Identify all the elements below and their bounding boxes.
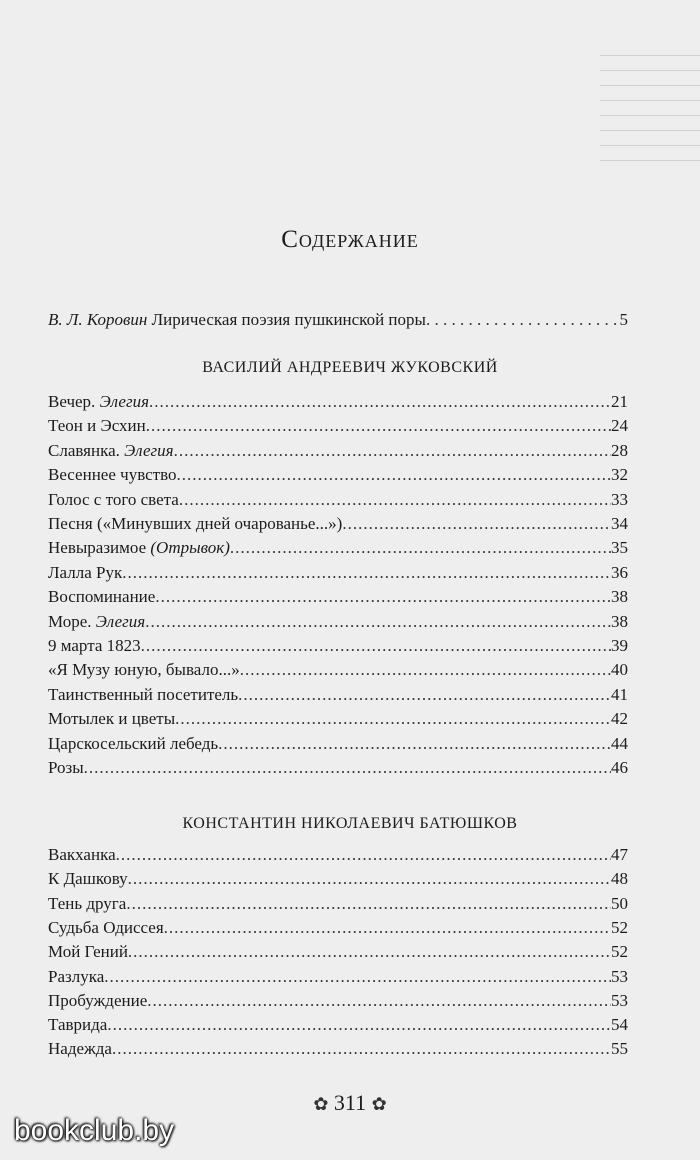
- leader-dots: [146, 416, 611, 436]
- entry-title-text: Весеннее чувство: [48, 465, 177, 485]
- entry-title-text: Голос с того света: [48, 489, 179, 509]
- toc-entry: [48, 991, 628, 1011]
- entry-title-text: «Я Музу юную, бывало...»: [48, 660, 240, 680]
- entry-title: [48, 392, 149, 412]
- entry-page: 28: [611, 440, 628, 460]
- ornament-right-icon: ✿: [371, 1094, 387, 1114]
- entry-page: 48: [611, 869, 628, 889]
- entry-page: 46: [611, 758, 628, 777]
- toc-entry: [48, 416, 628, 436]
- entry-title-text: Мой Гений: [48, 942, 128, 962]
- intro-page: 5: [619, 310, 628, 329]
- toc-entry: [48, 734, 628, 754]
- toc-entry: [48, 514, 628, 534]
- entry-subtitle: Элегия: [95, 611, 146, 631]
- entry-title-text: Царскосельский лебедь: [48, 733, 219, 753]
- entry-title-text: Лалла Рук: [48, 562, 123, 582]
- entry-page: 53: [611, 966, 628, 986]
- leader-dots: [155, 587, 611, 607]
- leader-dots: [238, 685, 611, 705]
- entry-page: 33: [611, 489, 628, 509]
- entry-title-text: Мотылек и цветы: [48, 709, 176, 729]
- page-number: 311: [333, 1090, 367, 1115]
- toc-entry: [48, 918, 628, 938]
- leader-dots: [230, 538, 611, 558]
- entry-title: [48, 758, 84, 778]
- entry-page: 40: [611, 660, 628, 680]
- entry-title-text: Море.: [48, 611, 96, 631]
- entry-page: 52: [611, 917, 628, 937]
- entry-page: 55: [611, 1039, 628, 1059]
- entry-title-text: Таинственный посетитель: [48, 684, 239, 704]
- entry-page: 35: [611, 538, 628, 558]
- entry-title-text: Вакханка: [48, 845, 116, 864]
- leader-dots: [240, 660, 611, 680]
- entry-title-text: Тень друга: [48, 893, 127, 913]
- toc-entry: [48, 660, 628, 680]
- entry-page: 52: [611, 942, 628, 962]
- entry-title-text: Воспоминание: [48, 587, 156, 607]
- entry-title: [48, 660, 240, 680]
- entry-page: 53: [611, 990, 628, 1010]
- toc-entry: [48, 563, 628, 583]
- entry-title: [48, 441, 174, 461]
- entry-title-text: Невыразимое: [48, 538, 151, 558]
- leader-dots: [174, 441, 611, 461]
- entry-title: [48, 636, 141, 656]
- entry-title: [48, 734, 218, 754]
- entry-title-text: Таврида: [48, 1015, 108, 1035]
- entry-page: 41: [611, 684, 628, 704]
- entry-page: 44: [611, 733, 628, 753]
- section-heading-batyushkov: КОНСТАНТИН НИКОЛАЕВИЧ БАТЮШКОВ: [182, 815, 518, 832]
- entry-page: 38: [611, 611, 628, 631]
- intro-text: Лирическая поэзия пушкинской поры: [147, 310, 426, 329]
- entry-title: [48, 845, 116, 865]
- intro-entry: [48, 310, 628, 330]
- leader-dots: [179, 490, 611, 510]
- entry-title-text: Разлука: [48, 966, 105, 986]
- entry-title: [48, 612, 145, 632]
- entry-title: [48, 465, 177, 485]
- leader-dots: [177, 465, 611, 485]
- toc-entry: [48, 587, 628, 607]
- toc-entry: [48, 392, 628, 412]
- leader-dots: [84, 758, 611, 778]
- entry-subtitle: Элегия: [124, 440, 174, 460]
- leader-dots: [128, 942, 611, 962]
- entry-title-text: К Дашкову: [48, 869, 128, 889]
- toc-entry: [48, 441, 628, 461]
- entry-title-text: Судьба Одиссея: [48, 917, 164, 937]
- watermark-logo: bookclub.by: [14, 1114, 175, 1147]
- entry-title: [48, 416, 146, 436]
- entry-title-text: 9 марта 1823: [48, 636, 141, 655]
- entry-title: [48, 685, 238, 705]
- leader-dots: [116, 845, 611, 865]
- toc-entry: [48, 465, 628, 485]
- leader-dots: [149, 392, 611, 412]
- entry-page: 21: [611, 392, 628, 411]
- leader-dots: [164, 918, 611, 938]
- entry-title: [48, 942, 128, 962]
- entry-page: 36: [611, 562, 628, 582]
- entry-page: 54: [611, 1015, 628, 1035]
- entry-title-text: Славянка.: [48, 440, 125, 460]
- leader-dots: [426, 310, 620, 330]
- entry-title: [48, 587, 155, 607]
- entry-page: 34: [611, 514, 628, 533]
- entry-page: 32: [611, 465, 628, 485]
- toc-entry: [48, 1015, 628, 1035]
- leader-dots: [126, 894, 611, 914]
- entry-page: 39: [611, 636, 628, 655]
- toc-entry: [48, 845, 628, 865]
- entry-title-text: Надежда: [48, 1039, 112, 1059]
- intro-title: [48, 310, 426, 330]
- toc-entry: [48, 612, 628, 632]
- entry-title-text: Песня («Минувших дней очарованье...»): [48, 514, 343, 533]
- toc-entry: [48, 709, 628, 729]
- entry-subtitle: Элегия: [99, 392, 149, 411]
- leader-dots: [342, 514, 611, 534]
- leader-dots: [122, 563, 611, 583]
- leader-dots: [128, 869, 611, 889]
- entry-title-text: Теон и Эсхин: [48, 416, 146, 436]
- leader-dots: [104, 967, 611, 987]
- leader-dots: [112, 1039, 611, 1059]
- page-number-footer: [0, 1090, 700, 1116]
- leader-dots: [145, 612, 611, 632]
- entry-page: 24: [611, 416, 628, 436]
- entry-page: 42: [611, 709, 628, 729]
- page-title: Содержание: [281, 226, 419, 253]
- entry-title: [48, 563, 122, 583]
- entry-title: [48, 918, 164, 938]
- entry-page: 38: [611, 587, 628, 607]
- entry-title: [48, 967, 104, 987]
- bleed-through-text: [600, 55, 700, 295]
- entry-title-text: Розы: [48, 758, 84, 777]
- toc-entry: [48, 538, 628, 558]
- entry-title: [48, 514, 342, 534]
- toc-entry: [48, 636, 628, 656]
- entry-title: [48, 538, 230, 558]
- toc-entry: [48, 942, 628, 962]
- toc-entry: [48, 490, 628, 510]
- entry-title: [48, 490, 179, 510]
- toc-entry: [48, 758, 628, 778]
- leader-dots: [175, 709, 611, 729]
- leader-dots: [218, 734, 611, 754]
- entry-title: [48, 869, 128, 889]
- entry-title: [48, 709, 175, 729]
- entry-page: 47: [611, 845, 628, 864]
- toc-entry: [48, 869, 628, 889]
- entry-title: [48, 1015, 107, 1035]
- leader-dots: [141, 636, 611, 656]
- entry-title-text: Вечер.: [48, 392, 100, 411]
- toc-entry: [48, 1039, 628, 1059]
- toc-entry: [48, 685, 628, 705]
- entry-title: [48, 1039, 112, 1059]
- entry-title: [48, 894, 126, 914]
- toc-entry: [48, 967, 628, 987]
- leader-dots: [147, 991, 611, 1011]
- entry-page: 50: [611, 893, 628, 913]
- toc-entry: [48, 894, 628, 914]
- entry-subtitle: (Отрывок): [150, 538, 230, 558]
- entry-title: [48, 991, 147, 1011]
- entry-title-text: Пробуждение: [48, 990, 148, 1010]
- intro-author: В. Л. Коровин: [48, 310, 148, 329]
- leader-dots: [107, 1015, 611, 1035]
- ornament-left-icon: ✿: [313, 1094, 329, 1114]
- section-heading-zhukovsky: ВАСИЛИЙ АНДРЕЕВИЧ ЖУКОВСКИЙ: [202, 359, 498, 376]
